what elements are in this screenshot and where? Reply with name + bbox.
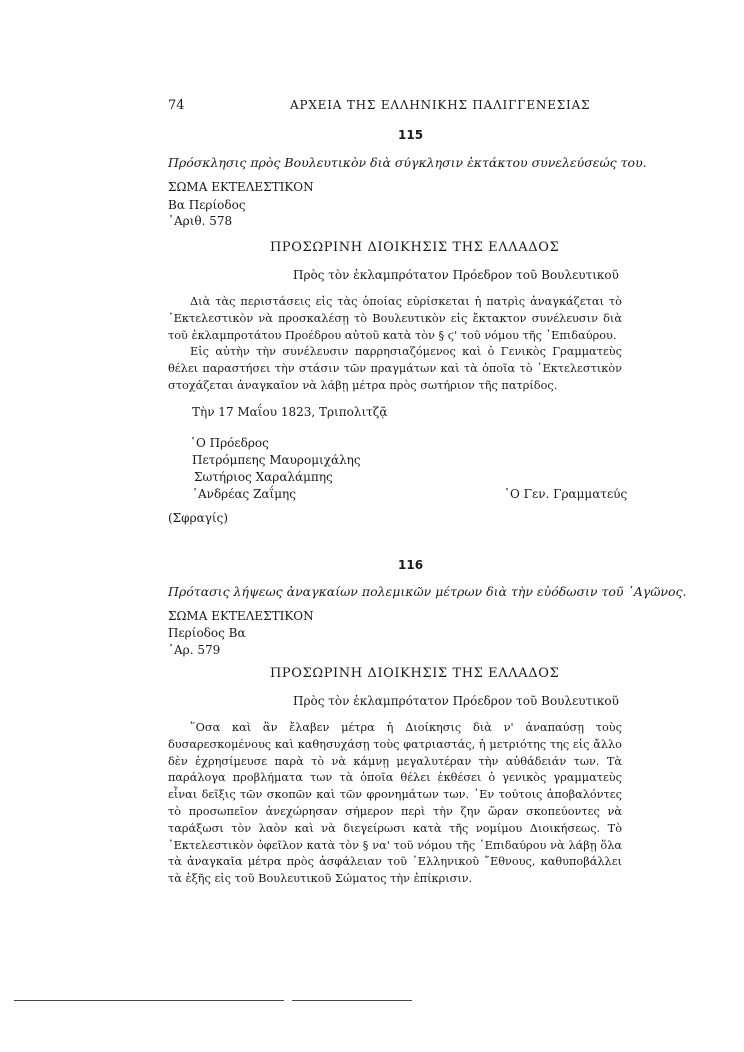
footer-rule-right (292, 1000, 412, 1001)
doc115-paragraph-1: Διὰ τὰς περιστάσεις εἰς τὰς ὁποίας εὑρίσκεται ἡ πατρὶς ἀναγκάζεται τὸ ᾿Εκτελεστικὸν νὰ προσκαλέσῃ τὸ Βουλευτικὸν εἰς ἔκτακτον συνέλευσιν διὰ τοῦ ἐκλαμπροτάτου Προέδρου αὐτοῦ κατὰ τὸν § ϛ' τοῦ νόμου τῆς ᾿Επιδαύρου. (168, 295, 622, 342)
doc115-subject: Πρόσκλησις πρὸς Βουλευτικὸν διὰ σύγκλησιν ἐκτάκτου συνελεύσεώς του. (168, 155, 647, 170)
doc115-period: Βα Περίοδος (168, 198, 246, 212)
page-number: 74 (168, 98, 185, 113)
doc115-date: Τὴν 17 Μαΐου 1823, Τριπολιτζᾷ (192, 405, 388, 419)
doc115-signatory: Σωτήριος Χαραλάμπης (194, 470, 333, 484)
doc115-signatory: ᾿Ανδρέας Ζαΐμης (192, 487, 296, 501)
doc116-heading: ΠΡΟΣΩΡΙΝΗ ΔΙΟΙΚΗΣΙΣ ΤΗΣ ΕΛΛΑΔΟΣ (270, 666, 560, 681)
doc115-paragraph-2: Εἰς αὐτὴν τὴν συνέλευσιν παρρησιαζόμενος καὶ ὁ Γενικὸς Γραμματεὺς θέλει παραστήσει τὴν στάσιν τῶν πραγμάτων καὶ τὰ ὁποῖα τὸ ᾿Εκτελεστικὸν στοχάζεται ἀναγκαῖον νὰ λάβῃ μέτρα πρὸς σωτήριον τῆς πατρίδος. (168, 345, 622, 392)
doc115-secretary: ῾Ο Γεν. Γραμματεύς (504, 487, 628, 501)
doc115-seal: (Σφραγίς) (168, 511, 229, 525)
doc116-number: 116 (398, 558, 424, 572)
doc116-paragraph: ῞Οσα καὶ ἂν ἔλαβεν μέτρα ἡ Διοίκησις διὰ ν' ἀναπαύσῃ τοὺς δυσαρεσκομένους καὶ καθησυχάσῃ τοὺς φατριαστάς, ἡ μετριότης της εἰς ἄλλο δὲν ἐχρησίμευσε παρὰ τὸ νὰ κάμνῃ μεγαλυτέραν τὴν αὐθάδειάν των. Τὰ παράλογα προβλήματα των τὰ ὁποῖα θέλει ἐκθέσει ὁ γενικὸς γραμματεὺς εἶναι δεῖξις τῶν σκοπῶν καὶ τῶν φρονημάτων των. ᾿Εν τούτοις ἀποβαλόντες τὸ προσωπεῖον ἀνεχώρησαν σήμερον περὶ τὴν ζην ὥραν σκοπεύοντες νὰ ταράξωσι τὸν λαὸν καὶ νὰ διεγείρωσι κατὰ τῆς νομίμου Διοικήσεως. Τὸ ᾿Εκτελεστικὸν ὀφεῖλον κατὰ τὸν § να' τοῦ νόμου τῆς ᾿Επιδαύρου νὰ λάβῃ ὅλα τὰ ἀναγκαῖα μέτρα πρὸς ἀσφάλειαν τοῦ ῾Ελληνικοῦ ῎Εθνους, καθυποβάλλει τὰ ἑξῆς εἰς τοῦ Βουλευτικοῦ Σώματος τὴν ἐπίκρισιν. (168, 721, 622, 886)
footer-rule-left (14, 1000, 284, 1001)
doc116-addressee: Πρὸς τὸν ἐκλαμπρότατον Πρόεδρον τοῦ Βουλευτικοῦ (293, 694, 619, 708)
doc115-addressee: Πρὸς τὸν ἐκλαμπρότατον Πρόεδρον τοῦ Βουλευτικοῦ (293, 268, 619, 282)
doc115-body (168, 294, 622, 395)
running-title: ΑΡΧΕΙΑ ΤΗΣ ΕΛΛΗΝΙΚΗΣ ΠΑΛΙΓΓΕΝΕΣΙΑΣ (290, 98, 591, 112)
doc115-signatory-president: ῾Ο Πρόεδρος (190, 436, 269, 450)
doc116-body (168, 720, 622, 888)
doc116-body-label: ΣΩΜΑ ΕΚΤΕΛΕΣΤΙΚΟΝ (168, 609, 314, 623)
doc115-signatory: Πετρόμπεης Μαυρομιχάλης (192, 453, 361, 467)
doc116-subject: Πρότασις λήψεως ἀναγκαίων πολεμικῶν μέτρων διὰ τὴν εὐόδωσιν τοῦ ᾿Αγῶνος. (168, 584, 687, 599)
doc116-ref-number: ᾿Αρ. 579 (168, 643, 221, 657)
doc115-body-label: ΣΩΜΑ ΕΚΤΕΛΕΣΤΙΚΟΝ (168, 180, 314, 194)
doc115-number: 115 (398, 128, 424, 142)
doc116-period: Περίοδος Βα (168, 626, 246, 640)
doc115-ref-number: ᾿Αριθ. 578 (168, 214, 233, 228)
doc115-heading: ΠΡΟΣΩΡΙΝΗ ΔΙΟΙΚΗΣΙΣ ΤΗΣ ΕΛΛΑΔΟΣ (270, 240, 560, 255)
